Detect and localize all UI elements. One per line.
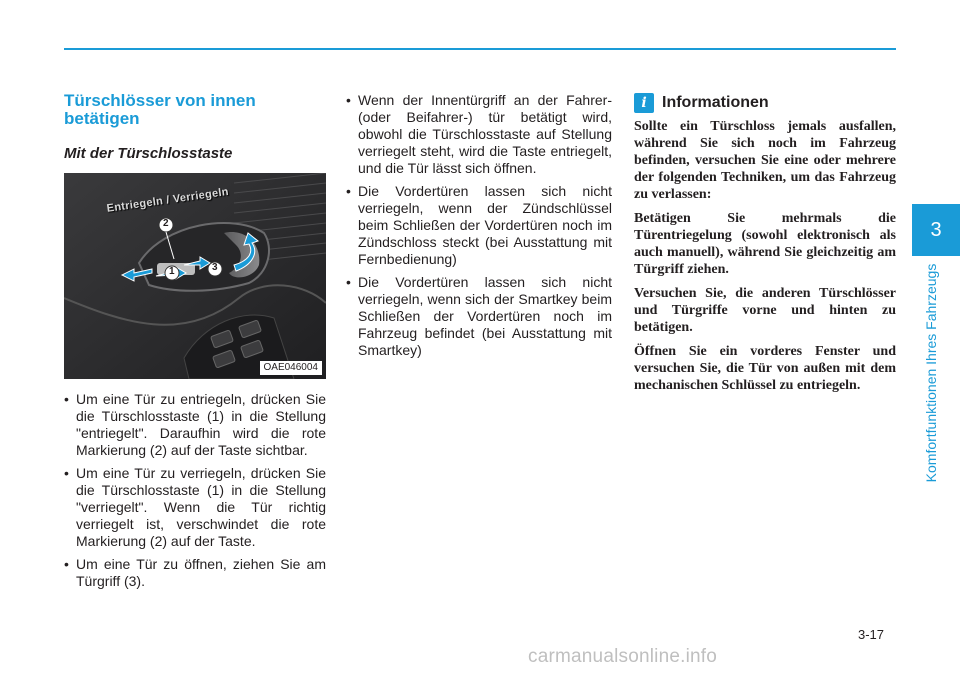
figure-label: Entriegeln / Verriegeln [106, 185, 230, 215]
info-paragraph: Betätigen Sie mehrmals die Türentriegelung (sowohl elektronisch als auch manuell), während Sie gleichzeitig am Türgriff ziehen. [634, 211, 896, 277]
watermark: carmanualsonline.info [528, 646, 718, 667]
list-item: • Die Vordertüren lassen sich nicht verriegeln, wenn der Zündschlüssel beim Schließen der Vordertüren noch im Zündschloss steckt (bei Ausstattung mit Fernbedienung) [346, 183, 612, 268]
info-header [634, 92, 896, 114]
info-paragraph: Öffnen Sie ein vorderes Fenster und versuchen Sie, die Tür von außen mit dem mechanischen Schlüssel zu entriegeln. [634, 344, 896, 393]
info-paragraph: Sollte ein Türschloss jemals ausfallen, während Sie sich noch im Fahrzeug befinden, versuchen Sie eine oder mehrere der folgenden Techniken, um das Fahrzeug zu verlassen: [634, 119, 896, 202]
page-number: 3-17 [858, 627, 885, 642]
figure-code: OAE046004 [260, 361, 323, 375]
left-column [64, 92, 326, 596]
list-item: • Um eine Tür zu verriegeln, drücken Sie die Türschlosstaste (1) in die Stellung "verriegelt". Wenn die Tür richtig verriegelt ist, verschwindet die rote Markierung (2) auf der Taste. [64, 465, 326, 550]
callout-2: 2 [163, 218, 169, 229]
info-icon: i [634, 93, 654, 113]
callout-3: 3 [212, 262, 218, 273]
list-item: • Die Vordertüren lassen sich nicht verriegeln, wenn sich der Smartkey beim Schließen der Vordertüren noch im Fahrzeug befindet (bei Ausstattung mit Smartkey) [346, 274, 612, 359]
info-paragraph: Versuchen Sie, die anderen Türschlösser und Türgriffe vorne und hinten zu betätigen. [634, 286, 896, 335]
callout-1: 1 [169, 266, 175, 277]
list-item: • Um eine Tür zu entriegeln, drücken Sie die Türschlosstaste (1) in die Stellung "entriegelt". Daraufhin wird die rote Markierung (2) auf der Taste sichtbar. [64, 391, 326, 459]
door-lock-figure [64, 173, 326, 379]
chapter-number-tab: 3 [912, 204, 960, 256]
chapter-title: Komfortfunktionen Ihres Fahrzeugs [923, 263, 939, 483]
middle-column [346, 92, 612, 365]
list-item: • Wenn der Innentürgriff an der Fahrer- (oder Beifahrer-) tür betätigt wird, obwohl die Türschlosstaste auf Stellung verriegelt steht, wird die Taste entriegelt, und die Tür lässt sich öffnen. [346, 92, 612, 177]
top-rule [64, 48, 896, 50]
info-box [634, 92, 896, 401]
middle-bullet-list [346, 92, 612, 359]
list-item: • Um eine Tür zu öffnen, ziehen Sie am Türgriff (3). [64, 556, 326, 590]
left-bullet-list [64, 391, 326, 590]
section-title: Türschlösser von innen betätigen [64, 91, 256, 128]
subsection-title: Mit der Türschlosstaste [64, 145, 233, 162]
info-title: Informationen [662, 94, 769, 111]
door-panel-illustration [64, 173, 326, 379]
